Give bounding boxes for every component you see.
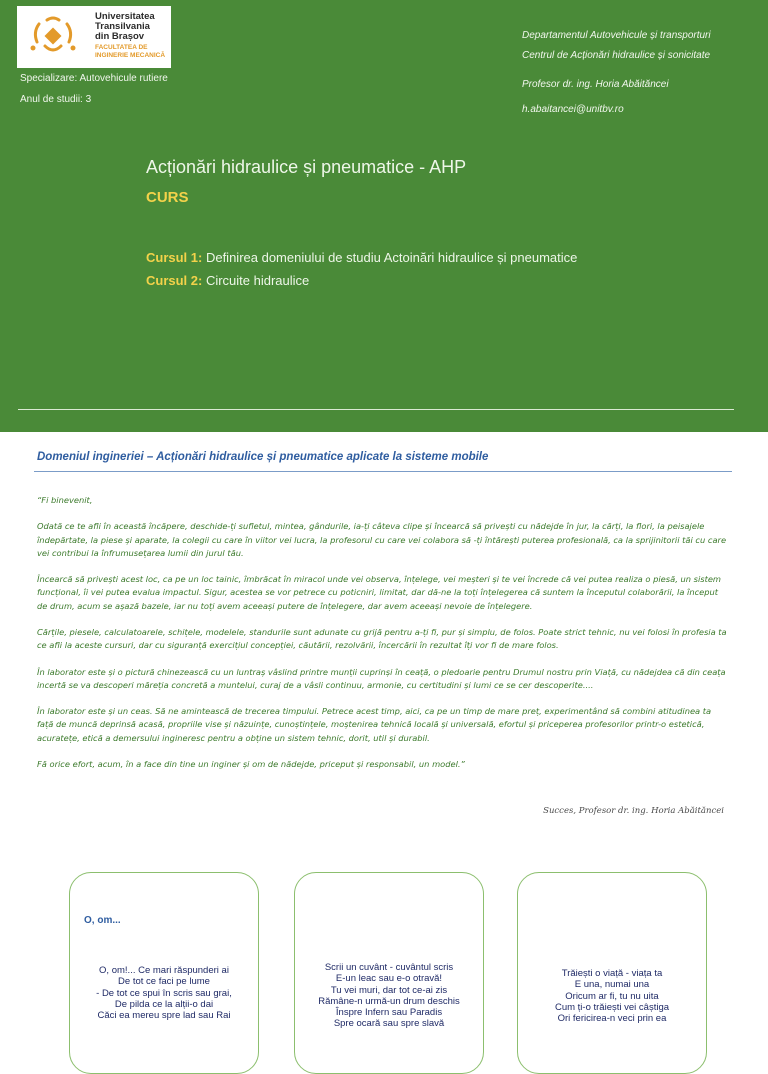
poem-2-line-5: Înspre Infern sau Paradis	[335, 1007, 443, 1019]
poem-1-line-5: Căci ea mereu spre lad sau Rai	[97, 1010, 231, 1022]
poem-3-line-2: E una, numai una	[574, 979, 650, 991]
welcome-paragraph-3: Încearcă să privești acest loc, ca pe un loc tainic, îmbrăcat în miracol unde vei observa, înțelege, vei meșteri și te vei încrede că vei putea realiza o piesă, un sistem funcțional, îi vei putea evalua impactul. Sigur, acestea se vor petrece cu poticniri, limitat, dar dă-ne la toți înțelegerea că suntem la începutul colaborării, la început de drum, acum se așază bazele, iar nu toți avem aceeași putere de înțelegere, dar avem aceeași nevoie de înțelegere.	[37, 574, 722, 611]
poem-card-1	[69, 872, 259, 1074]
course-subtitle: CURS	[146, 189, 189, 206]
poem-2-line-1: Scrii un cuvânt - cuvântul scris	[324, 962, 454, 973]
course-item-2[interactable]	[146, 273, 309, 288]
poem-2-line-3: Tu vei muri, dar tot ce-ai zis	[330, 984, 448, 996]
poem-2-lines	[299, 962, 479, 1030]
professor-name: Profesor dr. ing. Horia Abăităncei	[522, 79, 669, 90]
poem-3-line-1: Trăiești o viață - viața ta	[561, 968, 663, 979]
course-item-2-label: Cursul 2:	[146, 273, 203, 288]
professor-email[interactable]: h.abaitancei@unitbv.ro	[522, 104, 624, 115]
poem-1-line-3: - De tot ce spui în scris sau grai,	[96, 987, 232, 999]
welcome-paragraph-6: În laborator este și un ceas. Să ne amintească de trecerea timpului. Petrece acest timp, aici, ca pe un timp de mare preț, experimentând să combini atitudinea ta față de muncă deprinsă acasă, propriile vise și năzuințe, cunoștințele, moștenirea tehnică locală și universală, efortul și priceperea profesorilor printr-o estetică, acuratețe, etică a demersului ingineresc pentru a obține un sistem tehnic, dorit, util și durabil.	[37, 706, 712, 743]
poem-1-title: O, om...	[84, 915, 121, 926]
study-year: Anul de studii: 3	[20, 94, 92, 105]
logo-line-1: Universitatea	[95, 11, 155, 22]
poem-card-2	[294, 872, 484, 1074]
faculty-name	[95, 44, 165, 60]
logo-line-3: din Brașov	[95, 31, 145, 42]
university-logo[interactable]	[17, 6, 171, 68]
course-title: Acționări hidraulice și pneumatice - AHP	[146, 157, 467, 177]
poem-2-line-6: Spre ocară sau spre slavă	[333, 1018, 445, 1030]
department-name: Departamentul Autovehicule și transporturi	[522, 30, 711, 41]
course-item-1[interactable]	[146, 250, 577, 265]
course-item-1-text: Definirea domeniului de studiu Actoinări hidraulice și pneumatice	[202, 250, 578, 265]
signature: Succes, Profesor dr. ing. Horia Abăităncei	[543, 806, 724, 816]
section-divider	[34, 471, 732, 472]
welcome-text	[37, 494, 729, 784]
poem-card-3	[517, 872, 707, 1074]
poem-1-line-2: De tot ce faci pe lume	[118, 976, 210, 988]
poem-2-line-2: E-un leac sau e-o otravă!	[335, 973, 443, 985]
welcome-paragraph-5: În laborator este și o pictură chinezească cu un luntraș vâslind printre munții cuprinși în ceață, o pledoarie pentru Drumul nostru prin Viață, cu nădejdea că din ceața incertă se va descoperi măreția concretă a muntelui, curaj de a vâsli continuu, armonie, cu certitudini și lumi ce se cer descoperite....	[37, 666, 726, 690]
poem-1-line-1: O, om!... Ce mari răspunderi ai	[99, 965, 229, 976]
poem-1-lines	[74, 965, 254, 1021]
poem-3-line-3: Oricum ar fi, tu nu uita	[565, 990, 659, 1002]
logo-line-4: FACULTATEA DE	[95, 44, 148, 51]
course-item-1-label: Cursul 1:	[146, 250, 203, 265]
university-emblem-icon	[25, 12, 81, 62]
center-name: Centrul de Acționări hidraulice și sonicitate	[522, 50, 711, 61]
poem-1-line-4: De pilda ce la alții-o dai	[114, 998, 214, 1010]
welcome-paragraph-7: Fă orice efort, acum, în a face din tine un inginer și om de nădejde, priceput și responsabil, un model.”	[37, 758, 465, 769]
poem-2-line-4: Rămâne-n urmă-un drum deschis	[318, 995, 460, 1007]
section-title: Domeniul ingineriei – Acționări hidraulice și pneumatice aplicate la sisteme mobile	[37, 451, 489, 463]
logo-line-2: Transilvania	[95, 21, 150, 32]
poem-3-line-4: Cum ți-o trăiești vei câștiga	[554, 1001, 670, 1013]
course-item-2-text: Circuite hidraulice	[202, 273, 310, 288]
banner-divider	[18, 409, 734, 410]
poem-3-lines	[522, 968, 702, 1024]
poem-3-line-5: Ori fericirea-n veci prin ea	[557, 1013, 667, 1025]
header-banner	[0, 0, 768, 432]
welcome-paragraph-1: “Fi binevenit,	[37, 495, 93, 505]
welcome-paragraph-4: Cărțile, piesele, calculatoarele, schițele, modelele, standurile sunt adunate cu grijă pentru a-ți fi, pur și simplu, de folos. Poate strict tehnic, nu vei folosi în profesia ta ce afli la aceste cursuri, dar cu siguranță exercițiul concepției, căutării, rezolvării, încercării în rezultat îți vor fi de mare folos.	[37, 626, 727, 651]
welcome-paragraph-2: Odată ce te afli în această încăpere, deschide-ți sufletul, mintea, gândurile, ia-ți câteva clipe și încearcă să privești cu nădejde în jur, la cărți, la flori, la peisajele îndepărtate, la piese și aparate, la colegii cu care în viitor vei lucra, la profesorul cu care vei colabora să -ți întărești puterea profesională, ca la sprijinitorii tăi cu care vei contribui la înfrumusețarea lumii din jurul tău.	[37, 521, 727, 558]
logo-line-5: INGINERIE MECANICĂ	[95, 52, 166, 59]
specialization: Specializare: Autovehicule rutiere	[20, 73, 168, 84]
university-name	[95, 12, 165, 60]
